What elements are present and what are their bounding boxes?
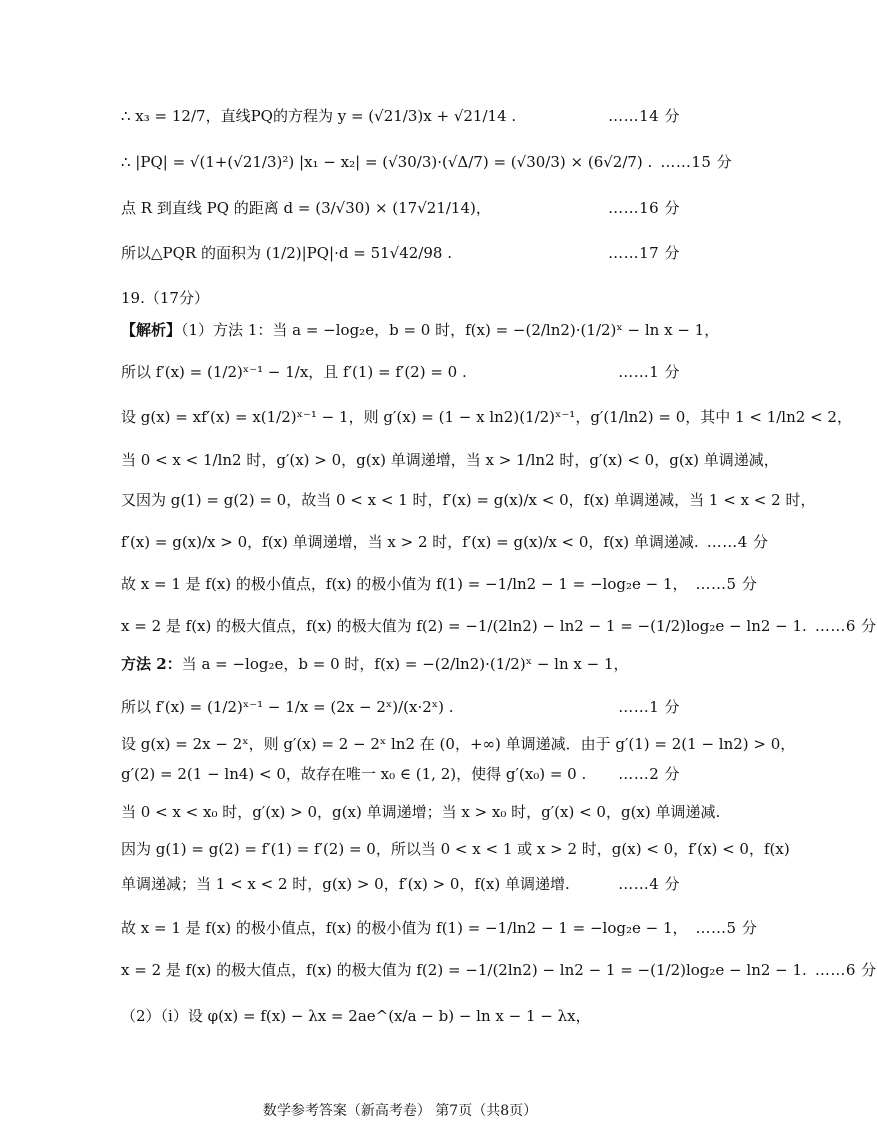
solution-line [121,490,816,510]
score-marker: ……15 分 [660,153,733,171]
line-text: 故 x = 1 是 f(x) 的极小值点，f(x) 的极小值为 f(1) = −1/ln2 − 1 = −log₂e − 1， [121,575,688,593]
line-text: x = 2 是 f(x) 的极大值点，f(x) 的极大值为 f(2) = −1/(2ln2) − ln2 − 1 = −(1/2)log₂e − ln2 − 1. [121,617,807,635]
line-text: 因为 g(1) = g(2) = f′(1) = f′(2) = 0，所以当 0 < x < 1 或 x > 2 时，g(x) < 0，f′(x) < 0，f(x) [121,840,790,858]
line-text: 点 R 到直线 PQ 的距离 d = (3/√30) × (17√21/14)， [121,199,491,217]
score-marker: ……1 分 [618,698,680,716]
line-body: （1）方法 1：当 a = −log₂e，b = 0 时，f(x) = −(2/ln2)·(1/2)ˣ − ln x − 1， [181,321,720,339]
score-marker: ……6 分 [814,617,877,635]
solution-line [121,697,680,717]
solution-line [121,802,721,822]
line-text: 19.（17分） [121,289,209,307]
solution-line [121,532,769,552]
solution-line [121,734,796,754]
solution-line [121,106,680,126]
problem-number [121,288,680,308]
solution-line [121,1006,680,1026]
score-marker: ……4 分 [618,875,680,893]
score-marker: ……16 分 [608,199,680,217]
line-text: 所以△PQR 的面积为 (1/2)|PQ|·d = 51√42/98 . [121,244,452,262]
solution-line [121,839,790,859]
solution-line [121,960,877,980]
solution-line [121,450,779,470]
solution-line [121,874,680,894]
solution-line [121,198,680,218]
solution-line [121,362,680,382]
line-text: 所以 f′(x) = (1/2)ˣ⁻¹ − 1/x，且 f′(1) = f′(2) = 0 . [121,363,467,381]
score-marker: ……14 分 [608,107,680,125]
page-footer: 数学参考答案（新高考卷） 第7页（共8页） [262,1103,538,1119]
line-text: 当 0 < x < 1/ln2 时，g′(x) > 0，g(x) 单调递增，当 x > 1/ln2 时，g′(x) < 0，g(x) 单调递减， [121,451,779,469]
solution-line [121,407,852,427]
line-text: 设 g(x) = xf′(x) = x(1/2)ˣ⁻¹ − 1，则 g′(x) = (1 − x ln2)(1/2)ˣ⁻¹，g′(1/ln2) = 0，其中 1 < 1/ln2 < 2， [121,408,852,426]
line-text [121,654,672,674]
line-text: 故 x = 1 是 f(x) 的极小值点，f(x) 的极小值为 f(1) = −1/ln2 − 1 = −log₂e − 1， [121,919,688,937]
score-marker: ……5 分 [695,919,758,937]
line-text: 当 0 < x < x₀ 时，g′(x) > 0，g(x) 单调递增；当 x > x₀ 时，g′(x) < 0，g(x) 单调递减. [121,803,721,821]
solution-line [121,918,758,938]
analysis-label: 【解析】 [121,321,182,339]
solution-line [121,152,733,172]
line-text [121,320,719,340]
solution-line [121,243,680,263]
line-text: 所以 f′(x) = (1/2)ˣ⁻¹ − 1/x = (2x − 2ˣ)/(x·2ˣ) . [121,698,454,716]
solution-line [121,654,680,674]
line-text: ∴ x₃ = 12/7，直线PQ的方程为 y = (√21/3)x + √21/14 . [121,107,517,125]
line-body: 当 a = −log₂e，b = 0 时，f(x) = −(2/ln2)·(1/2)ˣ − ln x − 1， [181,655,629,673]
line-text: 又因为 g(1) = g(2) = 0，故当 0 < x < 1 时，f′(x) = g(x)/x < 0，f(x) 单调递减，当 1 < x < 2 时， [121,491,816,509]
line-text: ∴ |PQ| = √(1+(√21/3)²) |x₁ − x₂| = (√30/3)·(√Δ/7) = (√30/3) × (6√2/7) . [121,153,653,171]
method-label: 方法 2： [121,655,182,673]
score-marker: ……17 分 [608,244,680,262]
line-text: 单调递减；当 1 < x < 2 时，g(x) > 0，f′(x) > 0，f(x) 单调递增. [121,875,570,893]
score-marker: ……4 分 [706,533,769,551]
solution-line [121,320,720,340]
score-marker: ……1 分 [618,363,680,381]
score-marker: ……5 分 [695,575,758,593]
line-text: g′(2) = 2(1 − ln4) < 0，故存在唯一 x₀ ∈ (1, 2)，使得 g′(x₀) = 0 . [121,765,587,783]
score-marker: ……6 分 [814,961,877,979]
solution-line [121,764,680,784]
line-text: 设 g(x) = 2x − 2ˣ，则 g′(x) = 2 − 2ˣ ln2 在 (0，+∞) 单调递减．由于 g′(1) = 2(1 − ln2) > 0， [121,735,796,753]
score-marker: ……2 分 [618,765,680,783]
line-text: f′(x) = g(x)/x > 0，f(x) 单调递增，当 x > 2 时，f′(x) = g(x)/x < 0，f(x) 单调递减. [121,533,699,551]
line-text: （2）（i）设 φ(x) = f(x) − λx = 2ae^(x/a − b) − ln x − 1 − λx， [121,1007,591,1025]
solution-line [121,616,877,636]
solution-line [121,574,758,594]
line-text: x = 2 是 f(x) 的极大值点，f(x) 的极大值为 f(2) = −1/(2ln2) − ln2 − 1 = −(1/2)log₂e − ln2 − 1. [121,961,807,979]
